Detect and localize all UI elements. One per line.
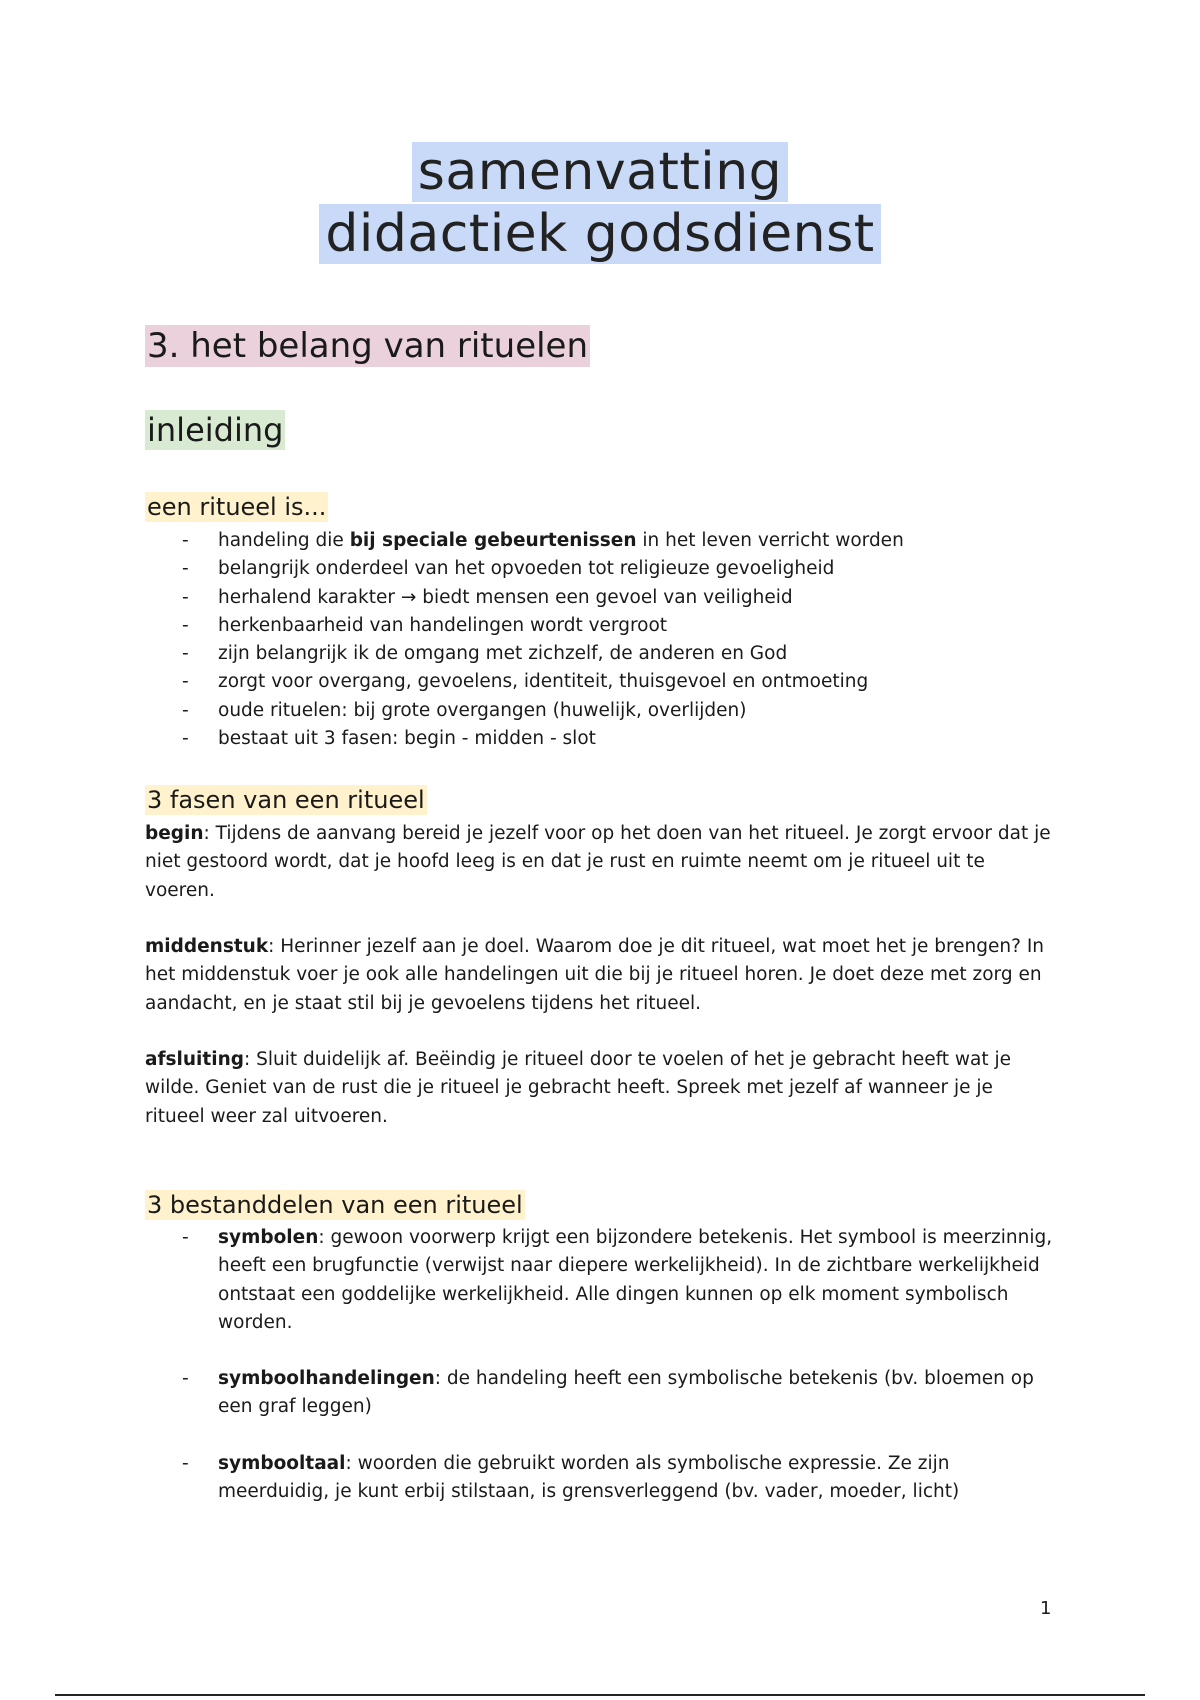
title-line-1: samenvatting: [412, 142, 788, 202]
section-heading-inleiding: inleiding: [147, 411, 284, 449]
chapter-heading: 3. het belang van rituelen: [147, 326, 589, 366]
paragraph-begin: begin: Tijdens de aanvang bereid je jezelf voor op het doen van het ritueel. Je zorgt ervoor dat je niet gestoord wordt, dat je hoofd leeg is en dat je rust en ruimte neemt om je ritueel uit te voeren.: [145, 823, 1051, 901]
paragraph-afsluiting: afsluiting: Sluit duidelijk af. Beëindig je ritueel door te voelen of het je gebracht heeft wat je wilde. Geniet van de rust die je ritueel je gebracht heeft. Spreek met jezelf af wanneer je je ritueel weer zal uitvoeren.: [145, 1049, 1012, 1127]
list-item: - zorgt voor overgang, gevoelens, identiteit, thuisgevoel en ontmoeting: [180, 668, 904, 696]
heading-ritueel-is: een ritueel is...: [147, 493, 327, 521]
heading-bestanddelen: 3 bestanddelen van een ritueel: [147, 1191, 523, 1219]
list-item: - belangrijk onderdeel van het opvoeden tot religieuze gevoeligheid: [180, 555, 904, 583]
list-item: - herkenbaarheid van handelingen wordt vergroot: [180, 612, 904, 640]
paragraph-middenstuk: middenstuk: Herinner jezelf aan je doel. Waarom doe je dit ritueel, wat moet het je brengen? In het middenstuk voer je ook alle handelingen uit die bij je ritueel horen. Je doet deze met zorg en aandacht, en je staat stil bij je gevoelens tijdens het ritueel.: [145, 936, 1045, 1014]
list-item: - bestaat uit 3 fasen: begin - midden - slot: [180, 725, 904, 753]
list-item: - zijn belangrijk ik de omgang met zichzelf, de anderen en God: [180, 640, 904, 668]
heading-fasen: 3 fasen van een ritueel: [147, 786, 425, 814]
ritueel-is-list: [180, 527, 904, 753]
list-item-symboolhandelingen: - symboolhandelingen: de handeling heeft een symbolische betekenis (bv. bloemen op een graf leggen): [180, 1365, 1060, 1422]
list-item-symbooltaal: - symbooltaal: woorden die gebruikt worden als symbolische expressie. Ze zijn meerduidig, je kunt erbij stilstaan, is grensverleggend (bv. vader, moeder, licht): [180, 1450, 1060, 1507]
title-line-2: didactiek godsdienst: [319, 204, 880, 264]
page-number: 1: [1040, 1598, 1052, 1619]
list-item: - handeling die bij speciale gebeurtenissen in het leven verricht worden: [180, 527, 904, 555]
list-item: - herhalend karakter → biedt mensen een gevoel van veiligheid: [180, 584, 904, 612]
bestanddelen-list: [180, 1224, 1060, 1506]
list-item-symbolen: - symbolen: gewoon voorwerp krijgt een bijzondere betekenis. Het symbool is meerzinnig, heeft een brugfunctie (verwijst naar diepere werkelijkheid). In de zichtbare werkelijkheid ontstaat een goddelijke werkelijkheid. Alle dingen kunnen op elk moment symbolisch worden.: [180, 1224, 1060, 1337]
list-item: - oude rituelen: bij grote overgangen (huwelijk, overlijden): [180, 697, 904, 725]
bottom-divider: [55, 1694, 1145, 1696]
document-title: [0, 142, 1200, 264]
